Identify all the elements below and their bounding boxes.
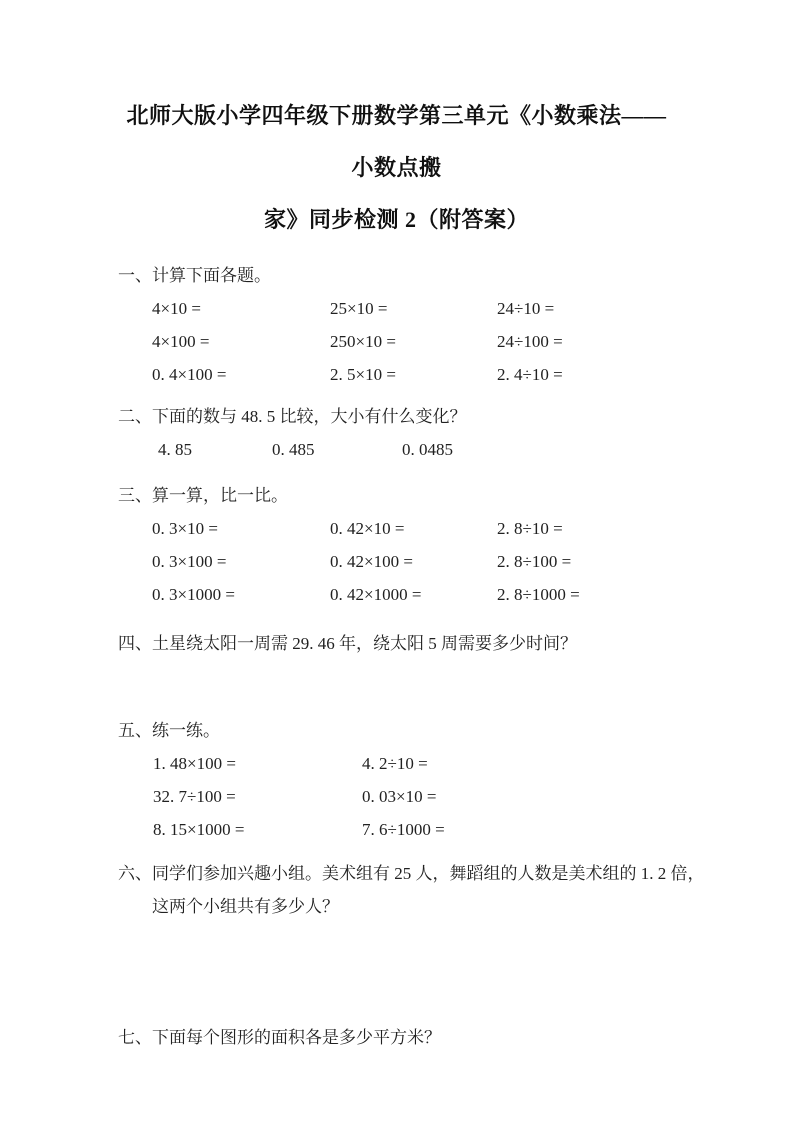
problem-row — [118, 780, 675, 813]
number-value: 4. 85 — [158, 440, 192, 459]
problem-row — [118, 747, 675, 780]
math-problem: 0. 3×100 = — [152, 552, 227, 571]
document-title — [118, 0, 675, 246]
section-5-practice — [118, 714, 675, 846]
section-1-heading: 一、计算下面各题。 — [118, 266, 271, 285]
math-problem: 2. 8÷100 = — [497, 552, 572, 571]
math-problem: 2. 5×10 = — [330, 365, 396, 384]
problem-row — [118, 578, 675, 611]
section-6-heading-line2: 这两个小组共有多少人？ — [152, 897, 339, 916]
math-problem: 0. 3×1000 = — [152, 585, 235, 604]
math-problem: 0. 42×1000 = — [330, 585, 422, 604]
number-row — [118, 433, 675, 466]
math-problem: 0. 42×10 = — [330, 519, 405, 538]
math-problem: 0. 03×10 = — [362, 787, 437, 806]
section-7-area-problem — [118, 1021, 675, 1054]
section-6-heading-line1: 六、同学们参加兴趣小组。美术组有 25 人，舞蹈组的人数是美术组的 1. 2 倍， — [118, 864, 705, 883]
math-problem: 2. 8÷1000 = — [497, 585, 580, 604]
math-problem: 24÷100 = — [497, 332, 563, 351]
math-problem: 7. 6÷1000 = — [362, 820, 445, 839]
math-problem: 4×100 = — [152, 332, 210, 351]
section-4-word-problem — [118, 627, 675, 660]
section-5-heading: 五、练一练。 — [118, 721, 220, 740]
math-problem: 250×10 = — [330, 332, 396, 351]
math-problem: 2. 4÷10 = — [497, 365, 563, 384]
math-problem: 4. 2÷10 = — [362, 754, 428, 773]
section-2-heading: 二、下面的数与 48. 5 比较，大小有什么变化？ — [118, 407, 467, 426]
problem-row — [118, 545, 675, 578]
math-problem: 8. 15×1000 = — [153, 820, 245, 839]
math-problem: 4×10 = — [152, 299, 201, 318]
document-title-line2: 家》同步检测 2（附答案） — [263, 207, 529, 232]
problem-row — [118, 292, 675, 325]
section-1-calculation — [118, 259, 675, 391]
math-problem: 2. 8÷10 = — [497, 519, 563, 538]
number-value: 0. 485 — [272, 440, 315, 459]
math-problem: 0. 42×100 = — [330, 552, 413, 571]
math-problem: 25×10 = — [330, 299, 388, 318]
section-4-heading: 四、土星绕太阳一周需 29. 46 年，绕太阳 5 周需要多少时间？ — [118, 634, 577, 653]
section-3-heading: 三、算一算，比一比。 — [118, 486, 288, 505]
problem-row — [118, 512, 675, 545]
problem-row — [118, 325, 675, 358]
section-7-heading: 七、下面每个图形的面积各是多少平方米？ — [118, 1028, 441, 1047]
problem-row — [118, 358, 675, 391]
document-title-line1: 北师大版小学四年级下册数学第三单元《小数乘法——小数点搬 — [126, 103, 667, 180]
section-3-calculate-compare — [118, 479, 675, 611]
math-problem: 0. 4×100 = — [152, 365, 227, 384]
section-2-compare — [118, 400, 675, 466]
math-problem: 32. 7÷100 = — [153, 787, 236, 806]
math-problem: 24÷10 = — [497, 299, 555, 318]
section-6-word-problem — [118, 857, 705, 923]
problem-row — [118, 813, 675, 846]
number-value: 0. 0485 — [402, 440, 453, 459]
math-problem: 1. 48×100 = — [153, 754, 236, 773]
math-problem: 0. 3×10 = — [152, 519, 218, 538]
